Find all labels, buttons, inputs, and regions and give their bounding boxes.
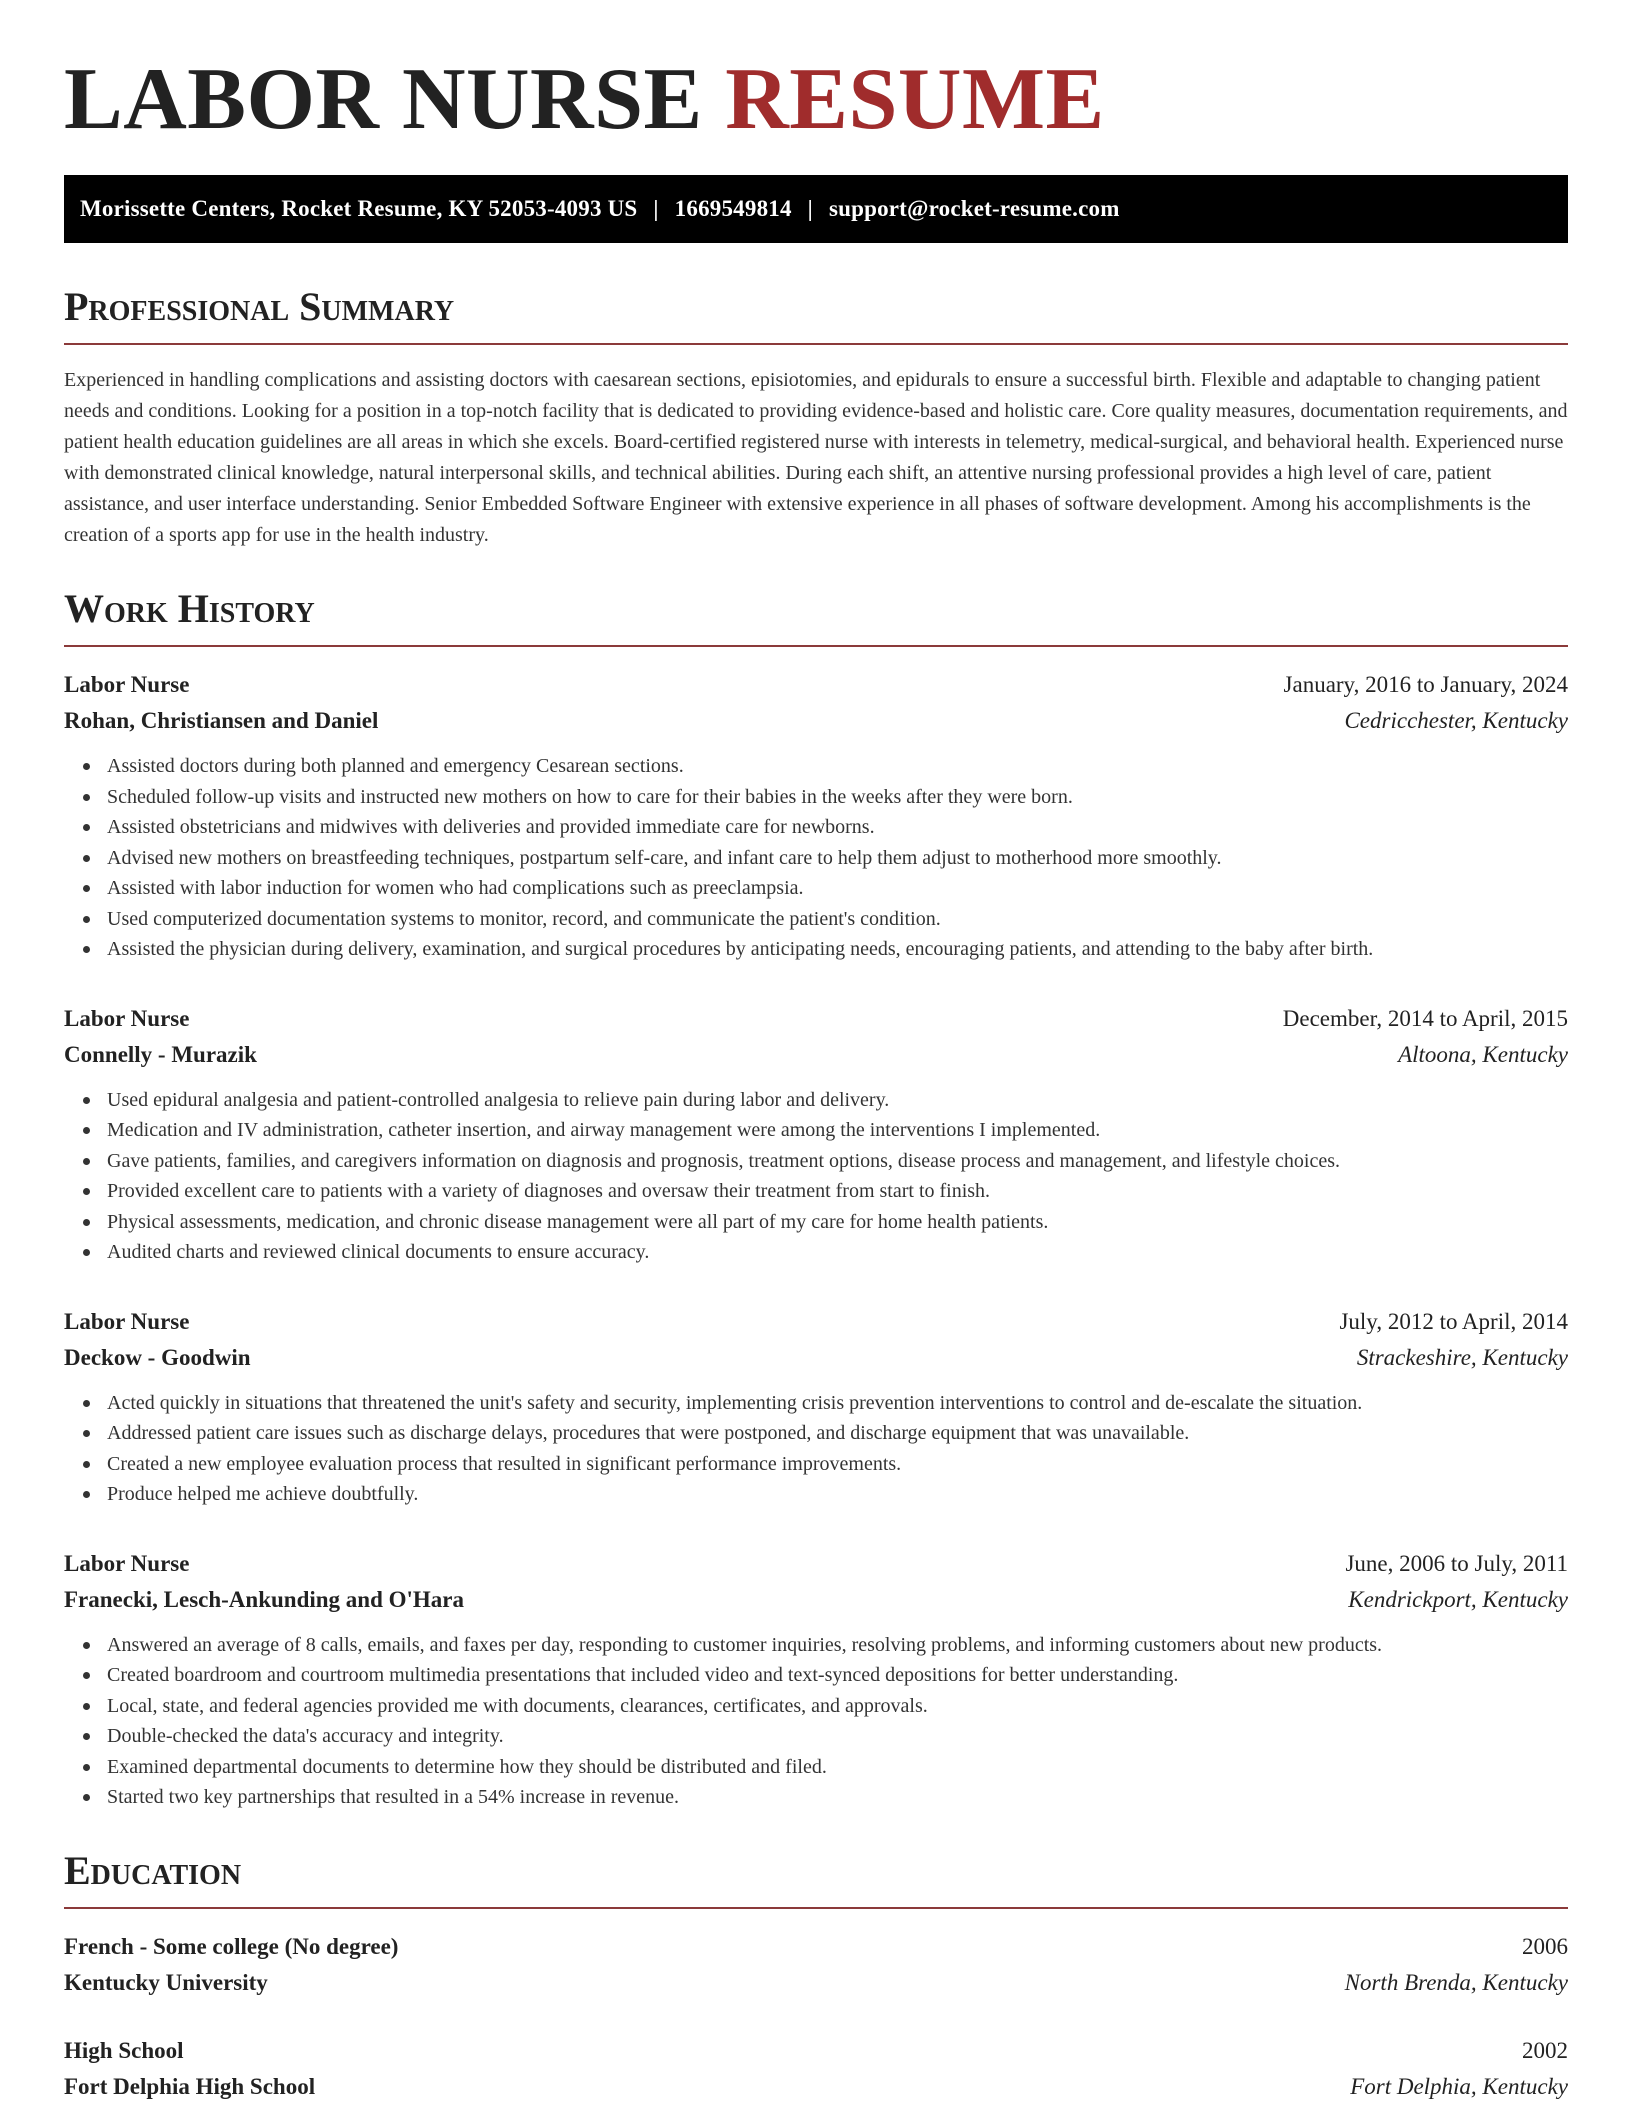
education-location: Fort Delphia, Kentucky <box>1350 2073 1568 2099</box>
list-item: Advised new mothers on breastfeeding techniques, postpartum self-care, and infant care to help them adjust to motherhood more smoothly. <box>107 843 1568 874</box>
list-item: Created boardroom and courtroom multimedia presentations that included video and text-synced depositions for better understanding. <box>107 1660 1568 1691</box>
education-year: 2002 <box>1522 2037 1568 2063</box>
work-history-section <box>64 586 1568 1813</box>
title-main: LABOR NURSE <box>64 51 703 148</box>
job-entry <box>64 1304 1568 1510</box>
job-company-row <box>64 1582 1568 1618</box>
education-degree: French - Some college (No degree) <box>64 1933 399 1959</box>
job-title: Labor Nurse <box>64 1550 190 1576</box>
resume-title <box>64 51 1568 148</box>
job-company: Deckow - Goodwin <box>64 1344 251 1370</box>
education-degree-row <box>64 2033 1568 2069</box>
job-dates: January, 2016 to January, 2024 <box>1283 672 1568 697</box>
job-company: Connelly - Murazik <box>64 1041 257 1067</box>
section-heading: Professional Summary <box>64 287 1568 345</box>
education-school-row <box>64 1965 1568 2001</box>
education-section <box>64 1847 1568 2105</box>
list-item: Assisted with labor induction for women who had complications such as preeclampsia. <box>107 873 1568 904</box>
list-item: Acted quickly in situations that threatened the unit's safety and security, implementing crisis prevention interventions to control and de-escalate the situation. <box>107 1388 1568 1419</box>
job-title: Labor Nurse <box>64 1005 190 1031</box>
job-company-row <box>64 703 1568 739</box>
summary-text: Experienced in handling complications and assisting doctors with caesarean sections, episiotomies, and epidurals to ensure a successful birth. Flexible and adaptable to changing patient needs and conditions. Looking for a position in a top-notch facility that is dedicated to providing evidence-based and holistic care. Core quality measures, documentation requirements, and patient health education guidelines are all areas in which she excels. Board-certified registered nurse with interests in telemetry, medical-surgical, and behavioral health. Experienced nurse with demonstrated clinical knowledge, natural interpersonal skills, and technical abilities. During each shift, an attentive nursing professional provides a high level of care, patient assistance, and user interface understanding. Senior Embedded Software Engineer with extensive experience in all phases of software development. Among his accomplishments is the creation of a sports app for use in the health industry. <box>64 369 1568 546</box>
job-company-row <box>64 1340 1568 1376</box>
list-item: Physical assessments, medication, and chronic disease management were all part of my care for home health patients. <box>107 1207 1568 1238</box>
job-company: Franecki, Lesch-Ankunding and O'Hara <box>64 1586 465 1612</box>
job-bullet-list <box>64 1085 1568 1268</box>
list-item: Answered an average of 8 calls, emails, and faxes per day, responding to customer inquiries, resolving problems, and informing customers about new products. <box>107 1630 1568 1661</box>
list-item: Used computerized documentation systems to monitor, record, and communicate the patient's condition. <box>107 904 1568 935</box>
education-entry <box>64 1929 1568 2001</box>
list-item: Scheduled follow-up visits and instructed new mothers on how to care for their babies in the weeks after they were born. <box>107 782 1568 813</box>
list-item: Double-checked the data's accuracy and integrity. <box>107 1721 1568 1752</box>
job-location: Strackeshire, Kentucky <box>1356 1344 1568 1370</box>
job-bullet-list <box>64 1388 1568 1510</box>
job-title: Labor Nurse <box>64 672 190 697</box>
education-school: Kentucky University <box>64 1969 268 1995</box>
job-header-row <box>64 1304 1568 1340</box>
list-item: Provided excellent care to patients with a variety of diagnoses and oversaw their treatment from start to finish. <box>107 1176 1568 1207</box>
job-header-row <box>64 667 1568 703</box>
education-list <box>64 1929 1568 2105</box>
section-heading: Education <box>64 1851 1568 1909</box>
job-company-row <box>64 1037 1568 1073</box>
education-entry <box>64 2033 1568 2105</box>
education-school: Fort Delphia High School <box>64 2073 316 2099</box>
education-degree-row <box>64 1929 1568 1965</box>
section-heading: Work History <box>64 589 1568 647</box>
contact-separator: | <box>807 196 813 221</box>
list-item: Assisted obstetricians and midwives with deliveries and provided immediate care for newborns. <box>107 812 1568 843</box>
list-item: Assisted the physician during delivery, examination, and surgical procedures by anticipating needs, encouraging patients, and attending to the baby after birth. <box>107 934 1568 965</box>
contact-phone[interactable]: 1669549814 <box>674 196 792 221</box>
education-year: 2006 <box>1522 1933 1568 1959</box>
list-item: Examined departmental documents to determine how they should be distributed and filed. <box>107 1752 1568 1783</box>
contact-email[interactable]: support@rocket-resume.com <box>828 196 1120 221</box>
job-header-row <box>64 1546 1568 1582</box>
professional-summary-section <box>64 284 1568 551</box>
title-accent: RESUME <box>725 51 1105 148</box>
list-item: Medication and IV administration, catheter insertion, and airway management were among the interventions I implemented. <box>107 1115 1568 1146</box>
job-bullet-list <box>64 1630 1568 1813</box>
education-degree: High School <box>64 2037 184 2063</box>
list-item: Created a new employee evaluation process that resulted in significant performance improvements. <box>107 1449 1568 1480</box>
job-company: Rohan, Christiansen and Daniel <box>64 708 379 733</box>
education-location: North Brenda, Kentucky <box>1344 1969 1568 1995</box>
job-title: Labor Nurse <box>64 1308 190 1334</box>
list-item: Addressed patient care issues such as discharge delays, procedures that were postponed, and discharge equipment that was unavailable. <box>107 1418 1568 1449</box>
contact-bar <box>64 175 1568 243</box>
job-location: Kendrickport, Kentucky <box>1348 1586 1568 1612</box>
list-item: Local, state, and federal agencies provided me with documents, clearances, certificates, and approvals. <box>107 1691 1568 1722</box>
job-entry <box>64 1546 1568 1813</box>
list-item: Produce helped me achieve doubtfully. <box>107 1479 1568 1510</box>
list-item: Started two key partnerships that resulted in a 54% increase in revenue. <box>107 1782 1568 1813</box>
job-dates: December, 2014 to April, 2015 <box>1282 1005 1568 1031</box>
job-dates: June, 2006 to July, 2011 <box>1345 1550 1568 1576</box>
job-location: Cedricchester, Kentucky <box>1344 708 1568 733</box>
contact-address: Morissette Centers, Rocket Resume, KY 52053-4093 US <box>80 196 638 221</box>
job-header-row <box>64 1001 1568 1037</box>
contact-separator: | <box>653 196 659 221</box>
education-school-row <box>64 2069 1568 2105</box>
list-item: Audited charts and reviewed clinical documents to ensure accuracy. <box>107 1237 1568 1268</box>
job-dates: July, 2012 to April, 2014 <box>1339 1308 1568 1334</box>
list-item: Gave patients, families, and caregivers information on diagnosis and prognosis, treatment options, disease process and management, and lifestyle choices. <box>107 1146 1568 1177</box>
job-entry <box>64 1001 1568 1268</box>
job-location: Altoona, Kentucky <box>1398 1041 1568 1067</box>
list-item: Assisted doctors during both planned and emergency Cesarean sections. <box>107 751 1568 782</box>
job-entry <box>64 667 1568 965</box>
job-bullet-list <box>64 751 1568 965</box>
job-list <box>64 667 1568 1813</box>
list-item: Used epidural analgesia and patient-controlled analgesia to relieve pain during labor and delivery. <box>107 1085 1568 1116</box>
